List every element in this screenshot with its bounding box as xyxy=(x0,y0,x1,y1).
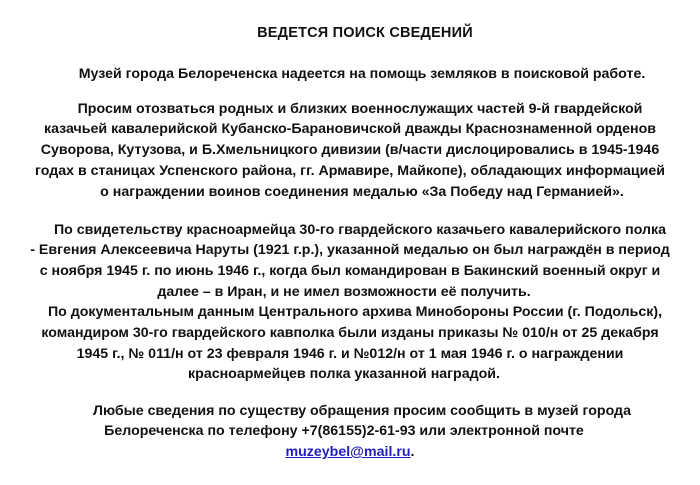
archive-line: 1945 г., № 011/н от 23 февраля 1946 г. и №012/н от 1 мая 1946 г. о награждении xyxy=(76,346,624,362)
email-line xyxy=(0,444,700,461)
email-link[interactable]: muzeybel@mail.ru xyxy=(285,444,411,460)
testimony-line: с ноября 1945 г. по июнь 1946 г., когда был командирован в Бакинский военный округ и xyxy=(39,263,661,279)
request-line: Просим отозваться родных и близких военнослужащих частей 9-й гвардейской xyxy=(77,101,643,117)
request-line: о награждении воинов соединения медалью «За Победу над Германией». xyxy=(100,184,624,200)
archive-line: красноармейцев полка указанной наградой. xyxy=(188,366,500,382)
testimony-line: - Евгения Алексеевича Наруты (1921 г.р.), указанной медалью он был награждён в период xyxy=(30,242,670,258)
contact-line: Белореченска по телефону +7(86155)2-61-93 или электронной почте xyxy=(104,423,584,439)
archive-line: командиром 30-го гвардейского кавполка были изданы приказы № 010/н от 25 декабря xyxy=(41,325,659,341)
request-line: Суворова, Кутузова, и Б.Хмельницкого дивизии (в/части дислоцировались в 1945-1946 xyxy=(40,142,660,158)
request-line: годах в станицах Успенского района, гг. Армавире, Майкопе), обладающих информацией xyxy=(35,163,665,179)
notice-title: ВЕДЕТСЯ ПОИСК СВЕДЕНИЙ xyxy=(257,25,473,41)
intro-text: Музей города Белореченска надеется на помощь земляков в поисковой работе. xyxy=(78,66,646,82)
contact-line: Любые сведения по существу обращения просим сообщить в музей города xyxy=(93,403,631,419)
testimony-line: По свидетельству красноармейца 30-го гвардейского казачьего кавалерийского полка xyxy=(53,222,667,238)
archive-line: По документальным данным Центрального архива Минобороны России (г. Подольск), xyxy=(47,304,663,320)
email-suffix: . xyxy=(410,444,415,460)
testimony-line: далее – в Иран, и не имел возможности её получить. xyxy=(157,284,531,300)
request-line: казачьей кавалерийской Кубанско-Барановичской дважды Краснознаменной орденов xyxy=(43,121,657,137)
